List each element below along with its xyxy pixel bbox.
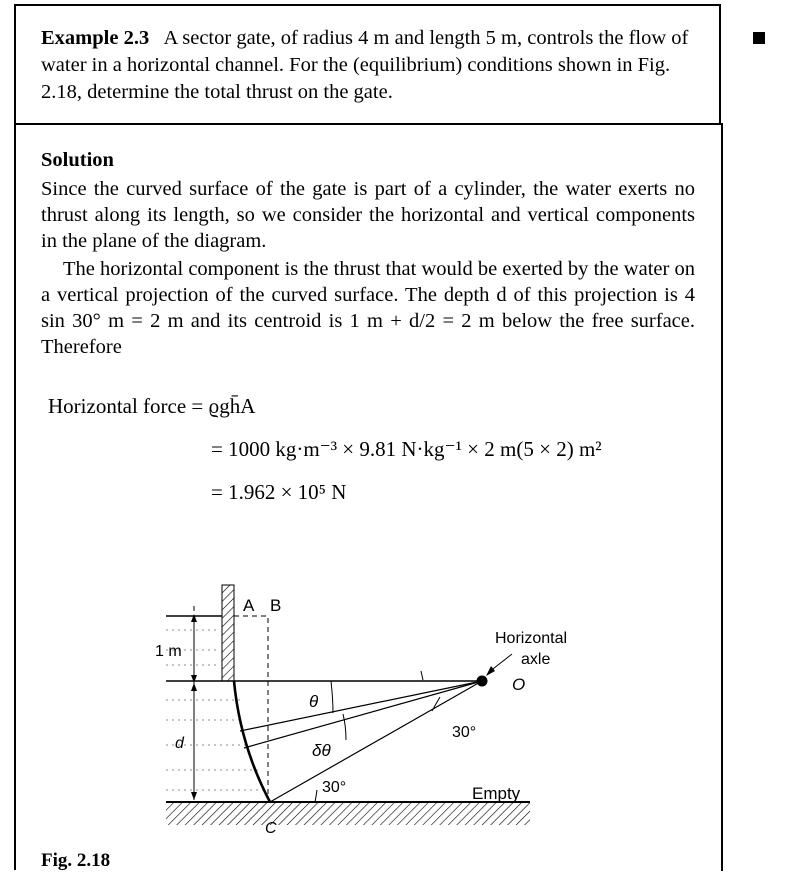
label-axle: axle [521,651,551,668]
figure-caption: Fig. 2.18 [41,850,111,871]
solution-heading: Solution [41,149,114,171]
example-text: A sector gate, of radius 4 m and length 5 m, controls the flow of water in a horizontal channel. For the (equilibrium) conditions shown in Fig. 2.18, determine the total thrust on the gate. [41,27,689,103]
label-30-right: 30° [452,724,477,741]
label-b: B [270,596,282,615]
axle-pivot [477,676,488,687]
label-c: C [265,820,277,837]
label-dtheta: δθ [312,741,331,760]
label-1m: 1 m [155,643,182,660]
wall [222,585,234,681]
floor-hatching [166,803,530,825]
label-empty: Empty [472,784,521,803]
label-a: A [243,596,255,615]
label-horizontal: Horizontal [495,630,568,647]
example-label: Example 2.3 [41,27,150,49]
radial-lines [240,681,482,802]
equation-line-2: = 1000 kg·m⁻³ × 9.81 N·kg⁻¹ × 2 m(5 × 2) m² [211,437,602,461]
equation-line-1: Horizontal force = ϱgh̄A [48,394,256,418]
solution-paragraph-1: Since the curved surface of the gate is part of a cylinder, the water exerts no thrust along its length, so we consider the horizontal and vertical components in the plane of the diagram. [41,178,695,252]
solution-paragraph-2: The horizontal component is the thrust that would be exerted by the water on a vertical projection of the curved surface. The depth d of this projection is 4 sin 30° m = 2 m and its centroid is 1 m + d/2 = 2 m below the free surface. Therefore [41,258,695,358]
label-o: O [512,675,526,694]
label-30-bottom: 30° [322,779,347,796]
label-d: d [175,735,184,752]
curved-gate [234,681,270,802]
label-theta: θ [309,692,319,711]
equation-line-3: = 1.962 × 10⁵ N [211,480,347,504]
